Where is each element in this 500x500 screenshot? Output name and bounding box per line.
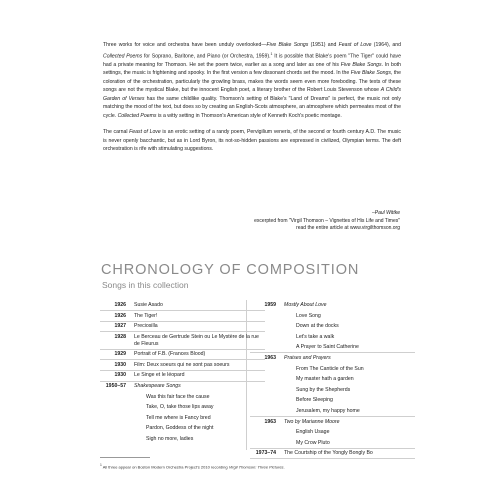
song-title: Sigh no more, ladies (146, 436, 194, 443)
song-title: English Usage (296, 429, 330, 436)
song-title: Le Singe et le léopard (134, 372, 185, 379)
chronology-row (250, 440, 415, 451)
chronology-row (250, 387, 415, 398)
song-title: Le Berceau de Gertrude Stein ou Le Mystère de la rue de Fleurus (134, 333, 259, 347)
chronology-year: 1930 (114, 361, 126, 368)
author-name: –Paul Wittke (371, 210, 400, 216)
chronology-year: 1973–74 (255, 450, 276, 457)
chronology-row (250, 376, 415, 387)
section-subheading: Songs in this collection (102, 280, 189, 290)
song-title: Tell me where is Fancy bred (146, 414, 211, 421)
song-title: Let's take a walk (296, 333, 335, 340)
row-separator (100, 331, 265, 332)
row-separator (250, 352, 415, 353)
song-title: Susie Asado (134, 302, 163, 308)
song-title: Sung by the Shepherds (296, 386, 351, 393)
row-separator (100, 349, 265, 350)
song-title: My master hath a garden (296, 376, 354, 383)
chronology-row (250, 429, 415, 440)
chronology-row (100, 415, 265, 426)
chronology-year: 1929 (114, 351, 126, 358)
song-title: Before Sleeping (296, 397, 333, 404)
chronology-row (100, 351, 265, 362)
row-separator (100, 359, 265, 360)
chronology-row (100, 313, 265, 324)
work-title: Collected Poems (117, 112, 157, 119)
row-separator (250, 448, 415, 449)
album-title: Virgil Thomson: Three Pictures (228, 464, 284, 470)
source-link-line: read the entire article at www.virgilthomson.org (296, 225, 400, 231)
chronology-row (250, 397, 415, 408)
chronology-row (100, 425, 265, 436)
chronology-row (100, 302, 265, 313)
chronology-year: 1928 (114, 333, 126, 340)
work-title: Five Blake Songs (266, 42, 309, 48)
song-title: From The Canticle of the Sun (296, 365, 364, 372)
song-title: Down at the docks (296, 323, 339, 330)
song-title: Jerusalem, my happy home (296, 407, 360, 414)
source-line: excerpted from "Virgil Thomson – Vignettes of His Life and Times" (254, 217, 400, 224)
chronology-row (100, 383, 265, 394)
chronology-year: 1926 (114, 312, 126, 319)
chronology-row (250, 344, 415, 355)
work-title: Feast of Love (129, 129, 161, 136)
song-group-title: Praises and Prayers (284, 354, 331, 361)
footnote-rule (100, 457, 150, 458)
work-title: Five Blake Songs (340, 61, 382, 68)
row-separator (250, 458, 415, 459)
essay-paragraph-1: Three works for voice and orchestra have been unduly overlooked—Five Blake Songs (1951) and Feast of Love (1964), and Collected Poems for Soprano, Baritone, and Piano (or Orchestra, 1959).$^1$ It is possible that Blake's poem "The Tiger" could have had a private meaning for Thomson. He set the poem twice, earlier as a song and later as one of his Five Blake Songs. In both settings, the music is frightening and spooky. In the first version a few dissonant chords set the mood. In the Five Blake Songs, the coloration of the orchestration, particularly the growling brass, makes the words seem even more foreboding. The texts of these songs are not the mystical Blake, but the innocent English poet, a literary brother of the Robert Louis Stevenson whose A Child's Garden of Verses has the same childlike quality. Thomson's setting of Blake's "Land of Dreams" is perfect, the music not only matching the mood of the text, but does so by creating an English-Scots atmosphere, an atmosphere which permeates most of the cycle. Collected Poems is a witty setting in Thomson's American style of Kenneth Koch's poetic montage. (103, 42, 402, 119)
song-title: Portrait of F.B. (Frances Blood) (134, 351, 206, 358)
chronology-row (100, 372, 265, 383)
chronology-year: 1963 (264, 418, 276, 425)
chronology-row (250, 419, 415, 430)
chronology-row (250, 323, 415, 334)
song-title: The Courtship of the Yongly Bongly Bo (284, 450, 373, 457)
song-title: Film: Deux soeurs qui ne sont pas soeurs (134, 361, 230, 368)
essay-paragraph-2: The carnal Feast of Love is an erotic setting of a randy poem, Pervigilium veneris, of the second or fourth century A.D. The music is never openly bacchantic, but as in Lord Byron, its not-so-hidden passions are expressed in civilized, Olympian terms. The deft orchestration is rife with stimulating suggestions. (103, 129, 402, 153)
chronology-right-column (250, 302, 415, 461)
section-heading: CHRONOLOGY OF COMPOSITION (101, 262, 360, 278)
chronology-year: 1950–57 (105, 383, 126, 390)
song-title: My Crow Pluto (296, 439, 330, 446)
song-title: The Tiger! (134, 312, 158, 319)
chronology-year: 1959 (264, 302, 276, 308)
row-separator (250, 416, 415, 417)
chronology-row (100, 362, 265, 373)
row-separator (100, 370, 265, 371)
work-title: Five Blake Songs (350, 70, 391, 77)
chronology-row (250, 302, 415, 313)
chronology-row (100, 394, 265, 405)
song-title: Take, O, take those lips away (146, 404, 214, 411)
song-group-title: Mostly About Love (284, 302, 327, 308)
song-title: A Prayer to Saint Catherine (296, 344, 359, 351)
song-title: Was this fair face the cause (146, 393, 210, 400)
chronology-row (100, 436, 265, 447)
chronology-row (250, 355, 415, 366)
chronology-row (250, 334, 415, 345)
chronology-year: 1963 (264, 354, 276, 361)
chronology-row (100, 404, 265, 415)
chronology-left-column (100, 302, 265, 447)
song-title: Preciosilla (134, 323, 158, 330)
footnote-number: 1 (100, 463, 102, 467)
row-separator (100, 381, 265, 382)
row-separator (100, 310, 265, 311)
signature-block (160, 210, 400, 233)
chronology-row (100, 323, 265, 334)
chronology-row (100, 334, 265, 352)
chronology-row (250, 313, 415, 324)
work-title: Feast of Love (338, 42, 372, 48)
chronology-year: 1930 (114, 372, 126, 379)
song-group-title: Two by Marianne Moore (284, 418, 340, 425)
song-group-title: Shakespeare Songs (134, 383, 181, 390)
row-separator (100, 321, 265, 322)
chronology-row (250, 408, 415, 419)
song-title: Pardon, Goddess of the night (146, 425, 214, 432)
song-title: Love Song (296, 312, 321, 319)
footnote: $^1$ All three appear on Boston Modern Orchestra Project's 2010 recording Virgil Thomson: Three Pictures. (100, 463, 285, 470)
chronology-year: 1927 (114, 323, 126, 330)
chronology-year: 1926 (114, 302, 126, 308)
work-title: Collected Poems (103, 53, 143, 60)
essay-text (103, 41, 401, 154)
footnote-marker: 1 (270, 51, 273, 56)
chronology-row (250, 366, 415, 377)
chronology-row (250, 450, 415, 461)
work-title: A Child's Garden of Verses (103, 87, 401, 102)
